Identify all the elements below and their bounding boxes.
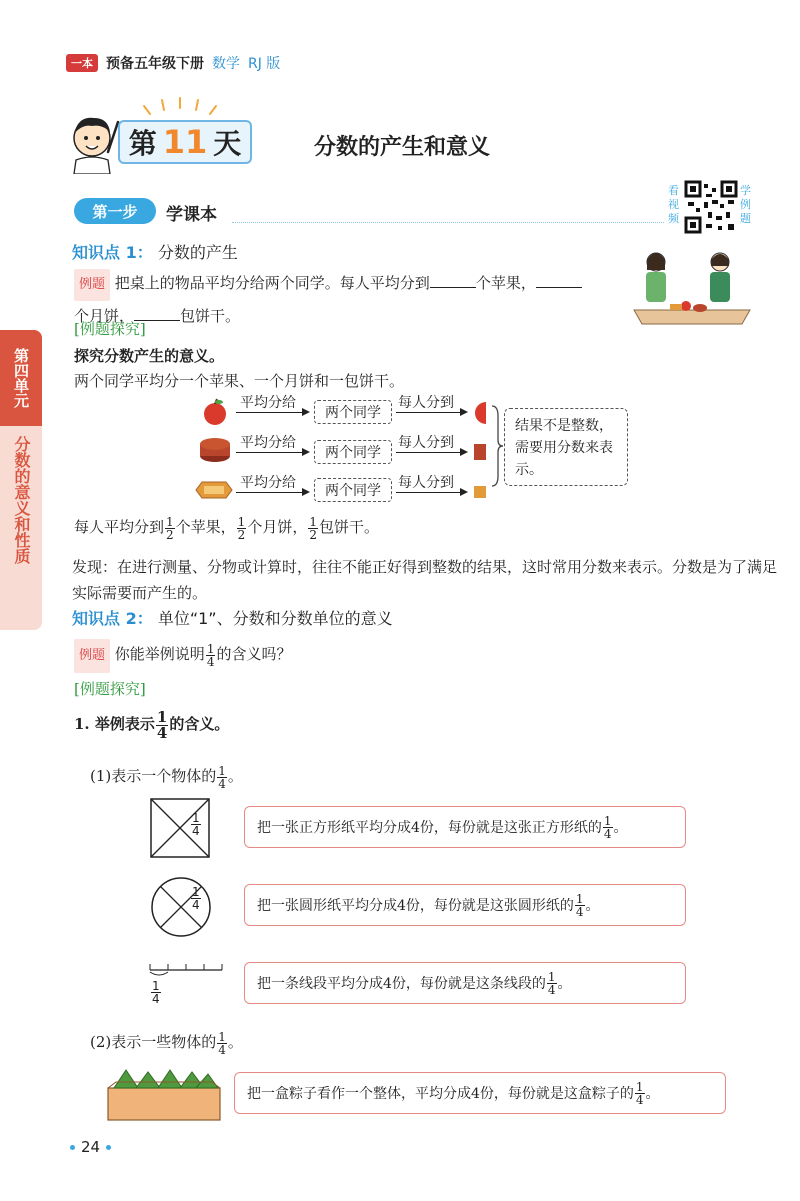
quarter-fraction-sub2: $\frac{1}{4}$	[218, 1029, 226, 1057]
box4-fraction: $\frac{1}{4}$	[635, 1079, 644, 1107]
mooncake-icon	[198, 436, 232, 464]
row2-arrow2	[396, 452, 466, 453]
row3-arrow	[236, 492, 308, 493]
answer-blank-apple[interactable]	[430, 287, 476, 288]
sub2-period: 。	[227, 1033, 243, 1051]
kp1-example-tag: 例题	[74, 269, 110, 301]
kp2-example	[74, 638, 291, 673]
kp2-explore-label: [例题探究]	[74, 680, 146, 698]
kp2-sub2-text: (2)表示一些物体的	[90, 1033, 217, 1051]
boy-mascot-icon	[62, 112, 124, 174]
kp2-heading	[72, 606, 393, 629]
step-pill	[74, 198, 156, 224]
kp2-item1	[74, 706, 229, 742]
zongzi-box-figure	[104, 1064, 224, 1124]
sun-rays-icon	[140, 96, 220, 118]
row2-arrow2-label: 每人分到	[398, 435, 454, 451]
circle-quartered-figure	[150, 876, 212, 938]
row2-box: 两个同学	[314, 440, 392, 464]
kp1-example-text-b: 个苹果，	[475, 274, 536, 292]
answer-text-d: 包饼干。	[318, 518, 379, 536]
row2-arrow	[236, 452, 308, 453]
dot-left-icon	[70, 1145, 75, 1150]
segment-explanation-box	[244, 962, 686, 1004]
box1-fraction: $\frac{1}{4}$	[603, 813, 612, 841]
brand-logo: 一本	[66, 54, 98, 72]
box3-fraction: $\frac{1}{4}$	[547, 969, 556, 997]
box4-period: 。	[645, 1086, 660, 1102]
header-subject: 数学	[212, 56, 240, 72]
box2-text: 把一张圆形纸平均分成4份，每份就是这张圆形纸的	[257, 898, 574, 914]
kp1-explore-intro: 两个同学平均分一个苹果、一个月饼和一包饼干。	[74, 372, 405, 390]
box3-text: 把一条线段平均分成4份，每份就是这条线段的	[257, 976, 546, 992]
kp1-heading	[72, 240, 238, 263]
box1-text: 把一张正方形纸平均分成4份，每份就是这张正方形纸的	[257, 820, 602, 836]
circle-fraction-label: $\frac{1}{4}$	[192, 885, 200, 912]
half-fraction-3: $\frac{1}{2}$	[309, 514, 317, 542]
box2-fraction: $\frac{1}{4}$	[575, 891, 584, 919]
quarter-fraction-item1: $\frac{1}{4}$	[156, 707, 168, 742]
row1-arrow	[236, 412, 308, 413]
quarter-fraction-sub1: $\frac{1}{4}$	[218, 763, 226, 791]
kp1-example-text-a: 把桌上的物品平均分给两个同学。每人平均分到	[114, 274, 430, 292]
brace-icon	[490, 404, 504, 488]
kp2-item1-text-b: 的含义。	[169, 715, 230, 733]
row1-arrow-label: 平均分给	[240, 395, 296, 411]
row1-arrow2-label: 每人分到	[398, 395, 454, 411]
square-quartered-figure	[150, 798, 210, 858]
sub1-period: 。	[227, 767, 243, 785]
segment-fraction-label: $\frac{1}{4}$	[152, 979, 160, 1006]
box2-period: 。	[585, 898, 600, 914]
kp2-item1-text-a: 1. 举例表示	[74, 715, 155, 733]
kp1-answer	[74, 510, 379, 544]
half-apple-icon	[472, 400, 488, 426]
kp1-example-text-d: 包饼干。	[180, 307, 241, 325]
row1-arrow2	[396, 412, 466, 413]
page-header	[66, 52, 280, 74]
kp1-title: 分数的产生	[157, 243, 238, 262]
answer-text-b: 个苹果，	[175, 518, 236, 536]
qr-code-icon[interactable]	[684, 180, 738, 234]
kp2-title: 单位“1”、分数和分数单位的意义	[157, 609, 393, 628]
kp1-explore-heading: 探究分数产生的意义。	[74, 347, 225, 365]
half-mooncake-icon	[472, 438, 488, 466]
line-segment-figure	[146, 960, 226, 980]
box1-period: 。	[613, 820, 628, 836]
day-badge	[118, 120, 252, 164]
lesson-title: 分数的产生和意义	[314, 135, 491, 160]
biscuit-pack-icon	[194, 478, 234, 500]
day-prefix: 第	[128, 127, 157, 160]
qr-left-label: 看视频	[668, 184, 679, 225]
day-number: 11	[162, 123, 208, 161]
answer-blank-mooncake[interactable]	[536, 287, 582, 288]
day-suffix: 天	[213, 127, 242, 160]
kp2-example-text-a: 你能举例说明	[114, 645, 205, 663]
circle-explanation-box	[244, 884, 686, 926]
kp2-sub1	[90, 760, 243, 792]
apple-icon	[200, 398, 230, 426]
kp2-example-tag: 例题	[74, 639, 110, 673]
half-biscuit-icon	[472, 482, 488, 500]
square-fraction-label: $\frac{1}{4}$	[192, 811, 200, 838]
kp1-example	[74, 268, 634, 331]
page-number-value: 24	[81, 1138, 101, 1156]
row3-arrow-label: 平均分给	[240, 475, 296, 491]
side-tab-topic: 分数的意义和性质	[12, 436, 31, 564]
dot-right-icon	[106, 1145, 111, 1150]
square-explanation-box	[244, 806, 686, 848]
answer-text-c: 个月饼，	[247, 518, 308, 536]
half-fraction-2: $\frac{1}{2}$	[237, 514, 246, 542]
result-box	[504, 408, 628, 486]
box4-text: 把一盒粽子看作一个整体，平均分成4份，每份就是这盒粽子的	[247, 1086, 634, 1102]
page-number	[70, 1138, 111, 1156]
result-text: 结果不是整数，需要用分数来表示。	[515, 418, 613, 478]
header-grade: 预备五年级下册	[106, 56, 204, 72]
kp2-sub2	[90, 1026, 243, 1058]
children-table-illustration	[630, 244, 754, 328]
row2-arrow-label: 平均分给	[240, 435, 296, 451]
kp1-explore-label: [例题探究]	[74, 320, 146, 338]
step-label: 第一步	[92, 202, 138, 221]
quarter-fraction-example: $\frac{1}{4}$	[206, 641, 215, 669]
side-tab-unit: 第四单元	[0, 330, 42, 426]
box3-period: 。	[557, 976, 572, 992]
kp2-sub1-text: (1)表示一个物体的	[90, 767, 217, 785]
header-edition: RJ 版	[248, 56, 281, 72]
answer-text-a: 每人平均分到	[74, 518, 165, 536]
kp1-discovery: 发现：在进行测量、分物或计算时，往往不能正好得到整数的结果，这时常用分数来表示。分数是为了满足实际需要而产生的。	[72, 558, 778, 602]
kp1-example-text-c: 个月饼，	[74, 307, 135, 325]
step-divider	[232, 222, 664, 223]
kp2-example-text-b: 的含义吗？	[216, 645, 292, 663]
step-title: 学课本	[166, 205, 217, 225]
side-tab	[0, 330, 42, 630]
half-fraction-1: $\frac{1}{2}$	[166, 514, 174, 542]
kp2-label: 知识点 2：	[72, 609, 153, 628]
kp1-label: 知识点 1：	[72, 243, 153, 262]
row3-arrow2	[396, 492, 466, 493]
zongzi-explanation-box	[234, 1072, 726, 1114]
row1-box: 两个同学	[314, 400, 392, 424]
qr-right-label: 学例题	[740, 184, 751, 225]
row3-arrow2-label: 每人分到	[398, 475, 454, 491]
row3-box: 两个同学	[314, 478, 392, 502]
